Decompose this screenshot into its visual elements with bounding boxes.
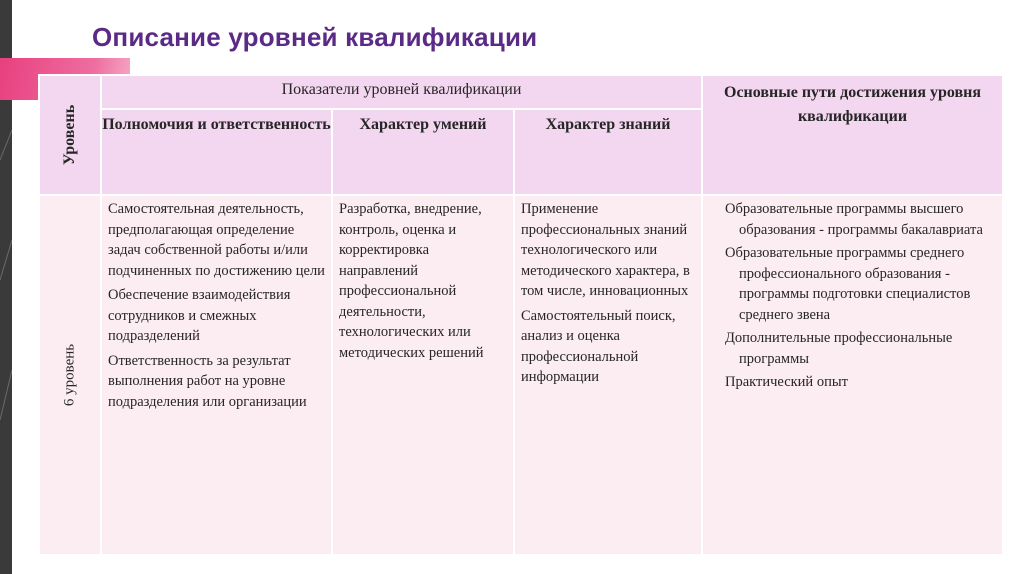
column-header-knowledge: Характер знаний	[514, 109, 702, 195]
knowledge-cell	[514, 195, 702, 555]
paths-item: Образовательные программы высшего образования - программы бакалавриата	[725, 201, 983, 238]
column-header-skills: Характер умений	[332, 109, 514, 195]
authority-item: Самостоятельная деятельность, предполагающая определение задач собственной работы и/или подчиненных по достижению цели	[108, 201, 325, 279]
paths-item: Практический опыт	[725, 374, 848, 390]
page-title: Описание уровней квалификации	[92, 22, 538, 52]
indicators-header: Показатели уровней квалификации	[101, 75, 702, 109]
skills-item: Разработка, внедрение, контроль, оценка и корректировка направлений профессиональной деятельности, технологических или методических решений	[339, 201, 484, 361]
level-header-cell	[39, 75, 101, 195]
skills-cell	[332, 195, 514, 555]
level-header: Уровень	[61, 104, 78, 166]
table-row	[39, 195, 1003, 555]
decorative-lines	[0, 120, 12, 574]
authority-cell	[101, 195, 332, 555]
paths-cell	[702, 195, 1003, 555]
column-header-authority: Полномочия и ответственность	[101, 109, 332, 195]
authority-item: Ответственность за результат выполнения работ на уровне подразделения или организации	[108, 352, 307, 410]
authority-item: Обеспечение взаимодействия сотрудников и смежных подразделений	[108, 287, 291, 344]
level-cell	[39, 195, 101, 555]
paths-item: Дополнительные профессиональные программы	[725, 330, 953, 367]
paths-item: Образовательные программы среднего профессионального образования - программы подготовки специалистов среднего звена	[725, 245, 971, 323]
knowledge-item: Применение профессиональных знаний технологического или методического характера, в том числе, инновационных	[521, 201, 690, 299]
level-label: 6 уровень	[61, 343, 78, 407]
qualification-table	[38, 74, 1004, 556]
knowledge-item: Самостоятельный поиск, анализ и оценка профессиональной информации	[521, 307, 676, 385]
paths-header: Основные пути достижения уровня квалификации	[702, 75, 1003, 195]
